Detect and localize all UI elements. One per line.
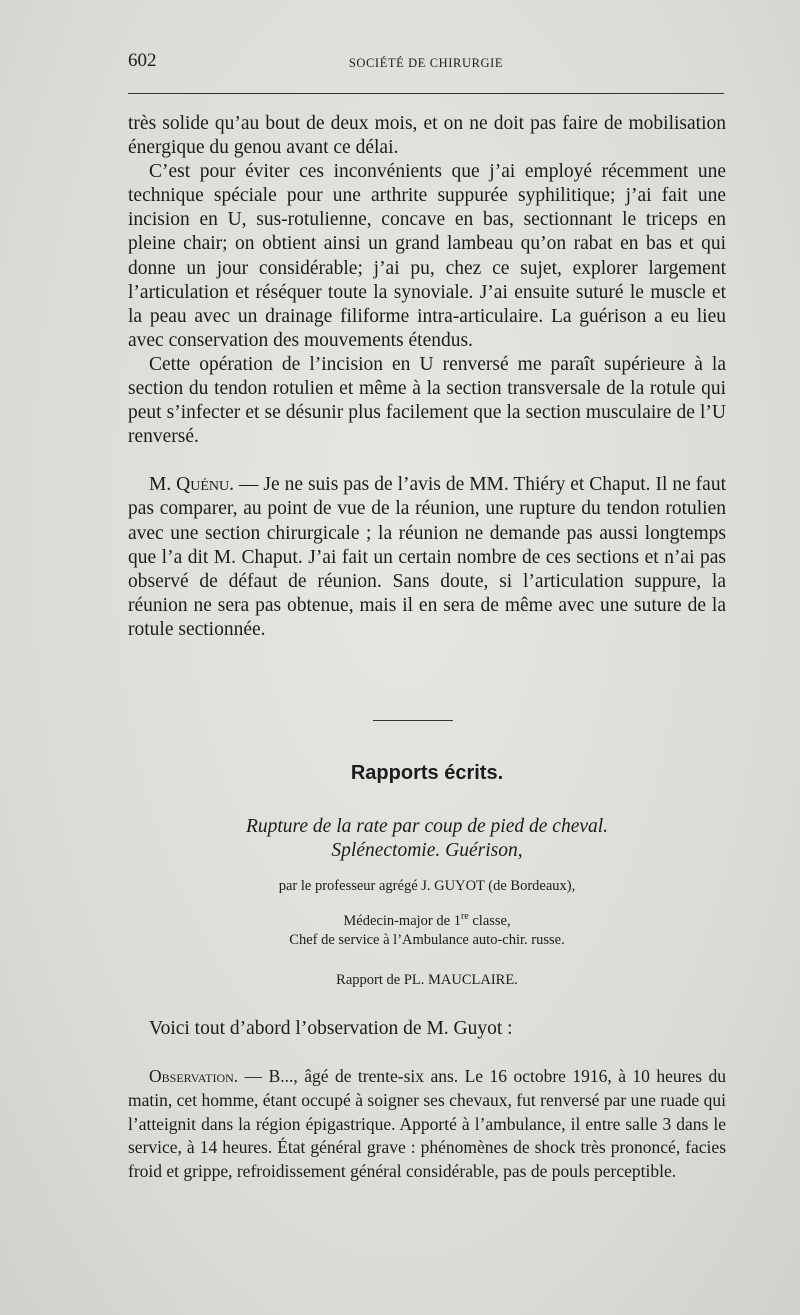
paragraph-operation-comparison: Cette opération de l’incision en U renversé me paraît supérieure à la section du tendon rotulien et même à la section transversale de la rotule qui peut s’infecter et se désunir plus facilement que la section musculaire de l’U renversé. xyxy=(128,353,726,448)
paragraph-continuation: très solide qu’au bout de deux mois, et on ne doit pas faire de mobilisation énergique du genou avant ce délai. xyxy=(128,113,726,159)
observation-label: Observation. xyxy=(149,1066,239,1086)
paragraph-incision-technique: C’est pour éviter ces inconvénients que j’ai employé récemment une technique spéciale pour une arthrite suppurée syphilitique; j’ai fait une incision en U, sus-rotulienne, concave en bas, sectionnant le triceps en pleine chair; on obtient ainsi un grand lambeau qu’on rabat en bas et qui donne un jour considérable; j’ai pu, chez ce sujet, explorer largement l’articulation et réséquer toute la synoviale. J’ai ensuite suturé le muscle et la peau avec un drainage filiforme intra-articulaire. La guérison a eu lieu avec conservation des mouvements étendus. xyxy=(128,161,726,351)
section-title: Rapports écrits. xyxy=(350,762,504,784)
discussion-text xyxy=(128,112,726,642)
observation-text xyxy=(128,1065,726,1184)
speaker-text: — Je ne suis pas de l’avis de MM. Thiéry et Chaput. Il ne faut pas comparer, au point de vue de la réunion, une rupture du tendon rotulien avec une section chirurgicale ; la réunion ne demande pas aussi longtemps que l’a dit M. Chaput. J’ai fait un certain nombre de ces sections et n’ai pas observé de défaut de réunion. Sans doute, si l’articulation suppure, la réunion ne sera pas obtenue, mais il en sera de même avec une suture de la rotule sectionnée. xyxy=(128,474,726,640)
observation-body: — B..., âgé de trente-six ans. Le 16 octobre 1916, à 10 heures du matin, cet homme, étant occupé à soigner ses chevaux, fut renversé par une ruade qui l’atteignit dans la région épigastrique. Apporté à l’ambulance, il entre salle 3 dans le service, à 14 heures. État général grave : phénomènes de shock très prononcé, facies froid et grippe, refroidissement général considérable, pas de pouls perceptible. xyxy=(128,1066,726,1182)
article-title-line-2: Splénectomie. Guérison, xyxy=(331,840,523,861)
report-author: Rapport de PL. MAUCLAIRE. xyxy=(336,972,518,988)
author-service: Chef de service à l’Ambulance auto-chir. russe. xyxy=(289,932,565,948)
page-number: 602 xyxy=(128,50,157,71)
observation-paragraph xyxy=(128,1065,726,1184)
author-rank xyxy=(128,911,726,930)
article-title-line-1: Rupture de la rate par coup de pied de cheval. xyxy=(245,816,609,837)
header-rule xyxy=(128,93,724,94)
speaker-name: M. Quénu. xyxy=(149,474,235,496)
section-divider xyxy=(373,720,453,721)
author-line: par le professeur agrégé J. GUYOT (de Bordeaux), xyxy=(278,878,576,894)
rank-prefix: Médecin-major de 1 xyxy=(343,912,461,929)
rank-suffix: classe, xyxy=(468,912,511,929)
article-title xyxy=(128,815,726,863)
observation-intro: Voici tout d’abord l’observation de M. Guyot : xyxy=(149,1018,513,1039)
paragraph-quenu-remarks xyxy=(128,473,726,642)
page-header xyxy=(128,50,724,78)
rank-superscript: re xyxy=(460,911,469,922)
running-title: SOCIÉTÉ DE CHIRURGIE xyxy=(348,56,504,70)
